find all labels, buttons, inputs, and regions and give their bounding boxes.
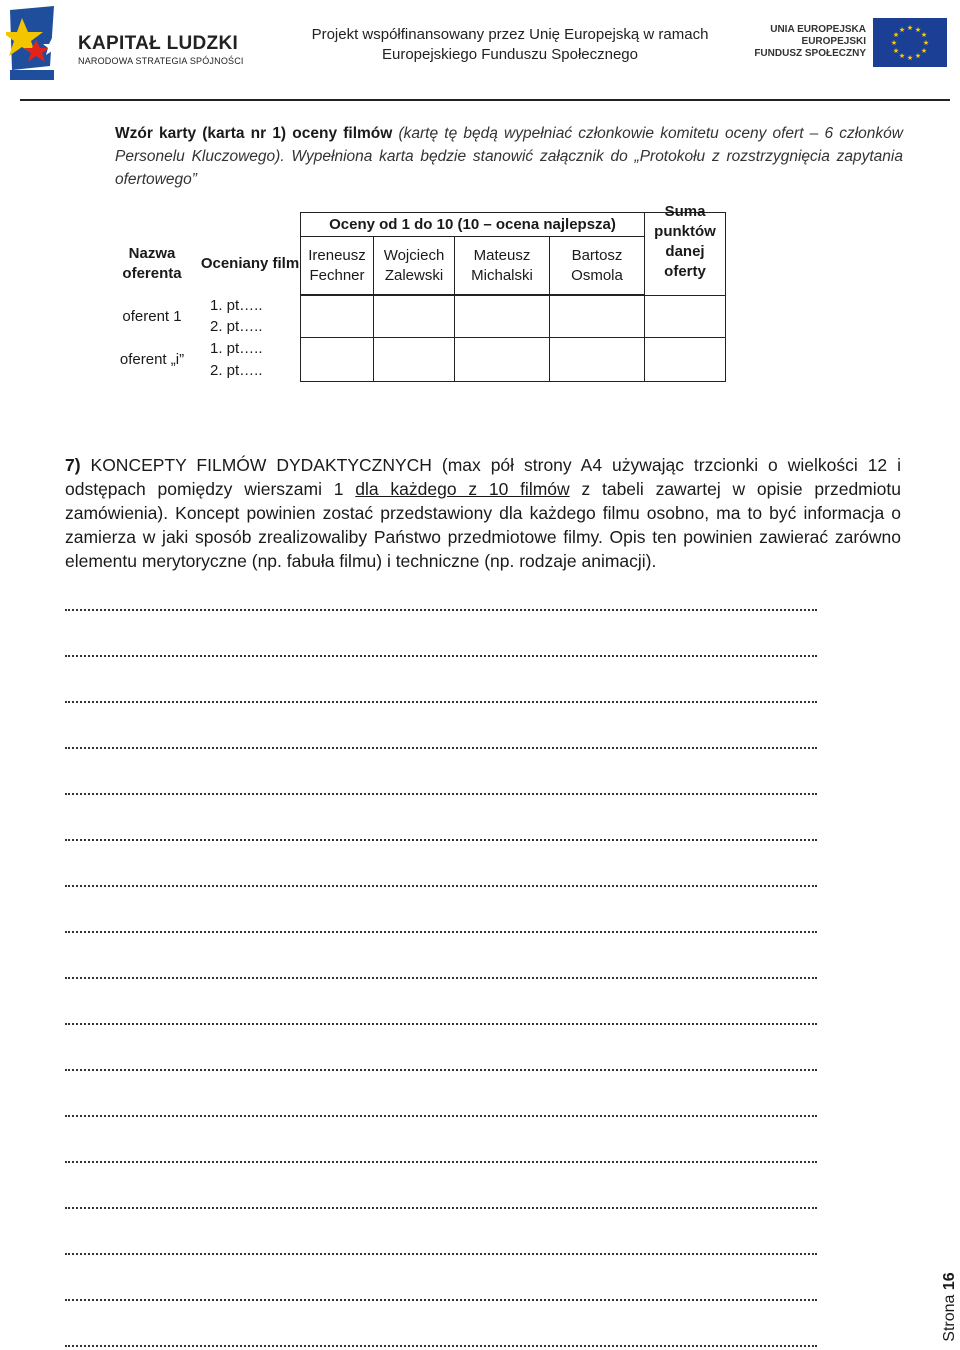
kapital-ludzki-logo: [6, 4, 256, 84]
table-row: [104, 338, 726, 360]
section-underlined: dla każdego z 10 filmów: [355, 479, 570, 499]
intro-bold-title: Wzór karty (karta nr 1) oceny filmów: [115, 125, 393, 142]
answer-line[interactable]: [65, 885, 817, 887]
cell-sum[interactable]: [645, 338, 726, 382]
svg-text:★: ★: [898, 52, 906, 60]
cell-score[interactable]: [550, 338, 645, 382]
cell-film-1-2: 2. pt…..: [210, 318, 263, 335]
svg-text:★: ★: [890, 39, 898, 47]
page-header: [0, 0, 960, 100]
page-number: [930, 1268, 960, 1346]
eu-line-3: FUNDUSZ SPOŁECZNY: [754, 48, 866, 59]
page-number-value: 16: [941, 1272, 958, 1291]
header-divider: [20, 99, 950, 101]
answer-line[interactable]: [65, 1207, 817, 1209]
svg-text:★: ★: [914, 26, 922, 34]
answer-line[interactable]: [65, 1069, 817, 1071]
header-judge-2: Wojciech Zalewski: [374, 237, 455, 295]
table-row: [104, 296, 726, 317]
header-film: Oceniany film: [200, 255, 300, 272]
answer-line[interactable]: [65, 1299, 817, 1301]
answer-line[interactable]: [65, 747, 817, 749]
rating-card-table: [104, 203, 726, 382]
header-ratings-group: Oceny od 1 do 10 (10 – ocena najlepsza): [301, 213, 645, 237]
kapital-ludzki-title: KAPITAŁ LUDZKI: [78, 33, 239, 54]
intro-italic-note: (kartę tę będą wypełniać członkowie komitetu oceny ofert – 6 członków Personelu Kluczowego). Wypełniona karta będzie stanowić załącznik do „Protokołu z rozstrzygnięcia zapytania ofertowego”: [115, 125, 903, 188]
answer-line[interactable]: [65, 609, 817, 611]
svg-text:★: ★: [920, 47, 928, 55]
answer-line[interactable]: [65, 793, 817, 795]
cell-score[interactable]: [455, 338, 550, 382]
cell-oferent-1: oferent 1: [122, 307, 182, 325]
header-judge-4: Bartosz Osmola: [550, 237, 645, 295]
project-line-1: Projekt współfinansowany przez Unię Europejską w ramach: [311, 26, 709, 43]
svg-text:★: ★: [906, 54, 914, 62]
svg-text:★: ★: [920, 31, 928, 39]
answer-line[interactable]: [65, 931, 817, 933]
cell-score[interactable]: [301, 296, 374, 338]
section-7-concepts: [65, 453, 901, 573]
page-label: Strona: [941, 1294, 958, 1342]
eu-flag-icon: [873, 18, 947, 67]
header-oferent: Nazwa oferenta: [122, 245, 182, 282]
project-cofinancing-note: [300, 25, 720, 65]
svg-text:★: ★: [898, 26, 906, 34]
kapital-ludzki-emblem-icon: [6, 4, 70, 84]
svg-text:★: ★: [922, 39, 930, 47]
answer-line[interactable]: [65, 1161, 817, 1163]
answer-line[interactable]: [65, 839, 817, 841]
svg-text:★: ★: [892, 47, 900, 55]
answer-line[interactable]: [65, 1345, 817, 1347]
answer-line[interactable]: [65, 1115, 817, 1117]
svg-text:★: ★: [914, 52, 922, 60]
header-sum: Suma punktów danej oferty: [645, 213, 726, 296]
section-text-a: KONCEPTY FILMÓW DYDAKTYCZNYCH (max pół strony A4 używając trzcionki o wielkości 12 i odstępach pomiędzy wierszami 1: [65, 455, 901, 499]
cell-film-1-1: 1. pt…..: [210, 297, 263, 314]
svg-text:★: ★: [906, 24, 914, 32]
cell-film-i-2: 2. pt…..: [210, 361, 263, 379]
kapital-ludzki-subtitle: NARODOWA STRATEGIA SPÓJNOŚCI: [78, 56, 244, 66]
project-line-2: Europejskiego Funduszu Społecznego: [381, 46, 638, 63]
answer-line[interactable]: [65, 655, 817, 657]
cell-score[interactable]: [550, 296, 645, 338]
cell-score[interactable]: [301, 338, 374, 382]
eu-line-1: UNIA EUROPEJSKA: [770, 24, 866, 35]
cell-oferent-i: oferent „i”: [119, 350, 185, 368]
eu-logo-text: [740, 24, 866, 60]
answer-line[interactable]: [65, 977, 817, 979]
header-judge-3: Mateusz Michalski: [455, 237, 550, 295]
intro-paragraph: [115, 122, 903, 191]
cell-score[interactable]: [455, 296, 550, 338]
header-judge-1: Ireneusz Fechner: [301, 237, 374, 295]
section-number: 7): [65, 455, 81, 475]
answer-line[interactable]: [65, 1023, 817, 1025]
answer-line[interactable]: [65, 1253, 817, 1255]
eu-line-2: EUROPEJSKI: [801, 36, 866, 47]
answer-line[interactable]: [65, 701, 817, 703]
svg-text:★: ★: [892, 31, 900, 39]
section-text-b: z tabeli zawartej w opisie przedmiotu zamówienia). Koncept powinien zostać przedstawiony dla każdego filmu osobno, ma to być informacja o zamierza w jaki sposób zrealizowaliby Państwo przedmiotowe filmy. Opis ten powinien zawierać zarówno elementu merytoryczne (np. fabuła filmu) i techniczne (np. rodzaje animacji).: [65, 479, 901, 571]
cell-score[interactable]: [374, 338, 455, 382]
cell-score[interactable]: [374, 296, 455, 338]
cell-sum[interactable]: [645, 296, 726, 338]
cell-film-i-1: 1. pt…..: [210, 339, 263, 357]
